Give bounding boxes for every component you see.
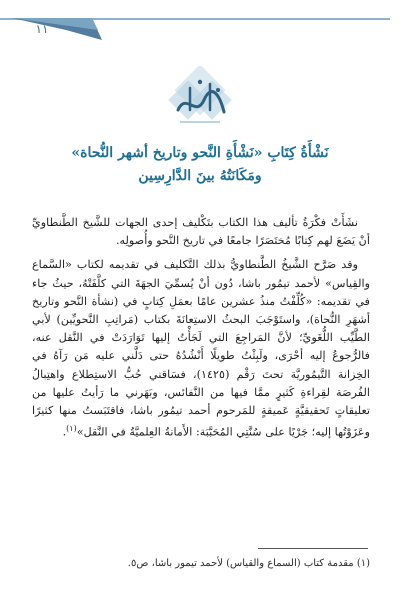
chapter-title-line-2: ومَكَانَتُهُ بينَ الدَّارِسِين: [138, 168, 262, 184]
footnote-separator: [258, 548, 368, 549]
paragraph-1: نشَأَتْ فكْرَةُ تأليف هذا الكتاب بتَكْليف إحدى الجهات للشَّيخ الطَّنطاويِّ أنْ يَضَعَ لهم كِتابًا مُختَصَرًا جامعًا في تاريخ النَّحو وأُصولِه.: [32, 216, 370, 248]
footnote-reference: (١): [66, 424, 77, 434]
chapter-title: [20, 142, 380, 188]
footnote-text: مقدمة كتاب (السماع والقياس) لأحمد تيمور باشا، ص٥.: [127, 558, 354, 569]
footnote: [32, 556, 370, 571]
paragraph-2: وقد صَرَّح الشَّيخُ الطَّنطاويُّ بذلك التَّكليف في تقديمه لكتاب «السَّماع والقِياس» لأحمد تيمُور باشا، دُون أنْ يُسمِّيَ الجهَةَ التي كلَّفَتْهُ، حيثُ جاء في تقديمه: «كُلِّفْتُ منذُ عشرين عامًا بعمَلِ كِتابٍ في (نشأة النَّحو وتاريخ أشهَرِ النُّحاة)، واستَوْجَبَ البحثُ الاستِعانَةَ بكتاب (مَراتِبِ النَّحويِّين) لأبي الطَّيِّب اللُّغَويِّ؛ لأنَّ المَراجِعَ التي لَجَأْتُ إليها تَوَارَدَتْ في النَّقل عنه، فالرُّجوعُ إليه أحْرَى، ولَبِثْتُ طويلًا أَنْشُدُهُ حتى دَلَّني عليه مَن رَآهُ في الخِزانة التَّيمُوريَّة تحتَ رَقْم (١٤٢٥)، فسَاقني حُبُّ الاستِطلاع واهتِبالُ الفُرصَة لقِراءةِ كَثيرٍ ممَّا فيها من النَّفائس، وبَهَرني ما رَأيتُ عليها من تعليقاتٍ تَحقيقيَّةٍ عَميقةٍ للمَرحوم أحمد تيمُور باشا، فاقتَبَستُ منها كثيرًا وعَزَوْتُها إليه؛ جَرْيًا على سُنَّتِي المُحَبَّبَة: الأَمانةُ العِلميَّةُ في النَّقل»$^{(١)}$.: [32, 258, 370, 439]
body-text: [32, 214, 370, 448]
footnote-marker: (١): [356, 558, 370, 569]
calligraphy-emblem-icon: [160, 66, 240, 136]
chapter-title-line-1: نَشْأَةُ كِتَابِ «نَشْأَةِ النَّحو وتاريخ أشهر النُّحاة»: [71, 145, 329, 161]
paragraph-2-text: وقد صَرَّح الشَّيخُ الطَّنطاويُّ بذلك التَّكليف في تقديمه لكتاب «السَّماع والقِياس» لأحمد تيمُور باشا، دُون أنْ يُسمِّيَ الجهَةَ التي كلَّفَتْهُ، حيثُ جاء في تقديمه: «كُلِّفْتُ منذُ عشرين عامًا بعمَلِ كِتابٍ في (نشأة النَّحو وتاريخ أشهَرِ النُّحاة)، واستَوْجَبَ البحثُ الاستِعانَةَ بكتاب (مَراتِبِ النَّحويِّين) لأبي الطَّيِّب اللُّغَويِّ؛ لأنَّ المَراجِعَ التي لَجَأْتُ إليها تَوَارَدَتْ في النَّقل عنه، فالرُّجوعُ إليه أحْرَى، ولَبِثْتُ طويلًا أَنْشُدُهُ حتى دَلَّني عليه مَن رَآهُ في الخِزانة التَّيمُوريَّة تحتَ رَقْم (١٤٢٥)، فسَاقني حُبُّ الاستِطلاع واهتِبالُ الفُرصَة لقِراءةِ كَثيرٍ ممَّا فيها من النَّفائس، وبَهَرني ما رَأيتُ عليها من تعليقاتٍ تَحقيقيَّةٍ عَميقةٍ للمَرحوم أحمد تيمُور باشا، فاقتَبَستُ منها كثيرًا وعَزَوْتُها إليه؛ جَرْيًا على سُنَّتِي المُحَبَّبَة: الأَمانةُ العِلميَّةُ في النَّقل»: [32, 258, 370, 439]
page-number: ١١: [35, 22, 49, 36]
